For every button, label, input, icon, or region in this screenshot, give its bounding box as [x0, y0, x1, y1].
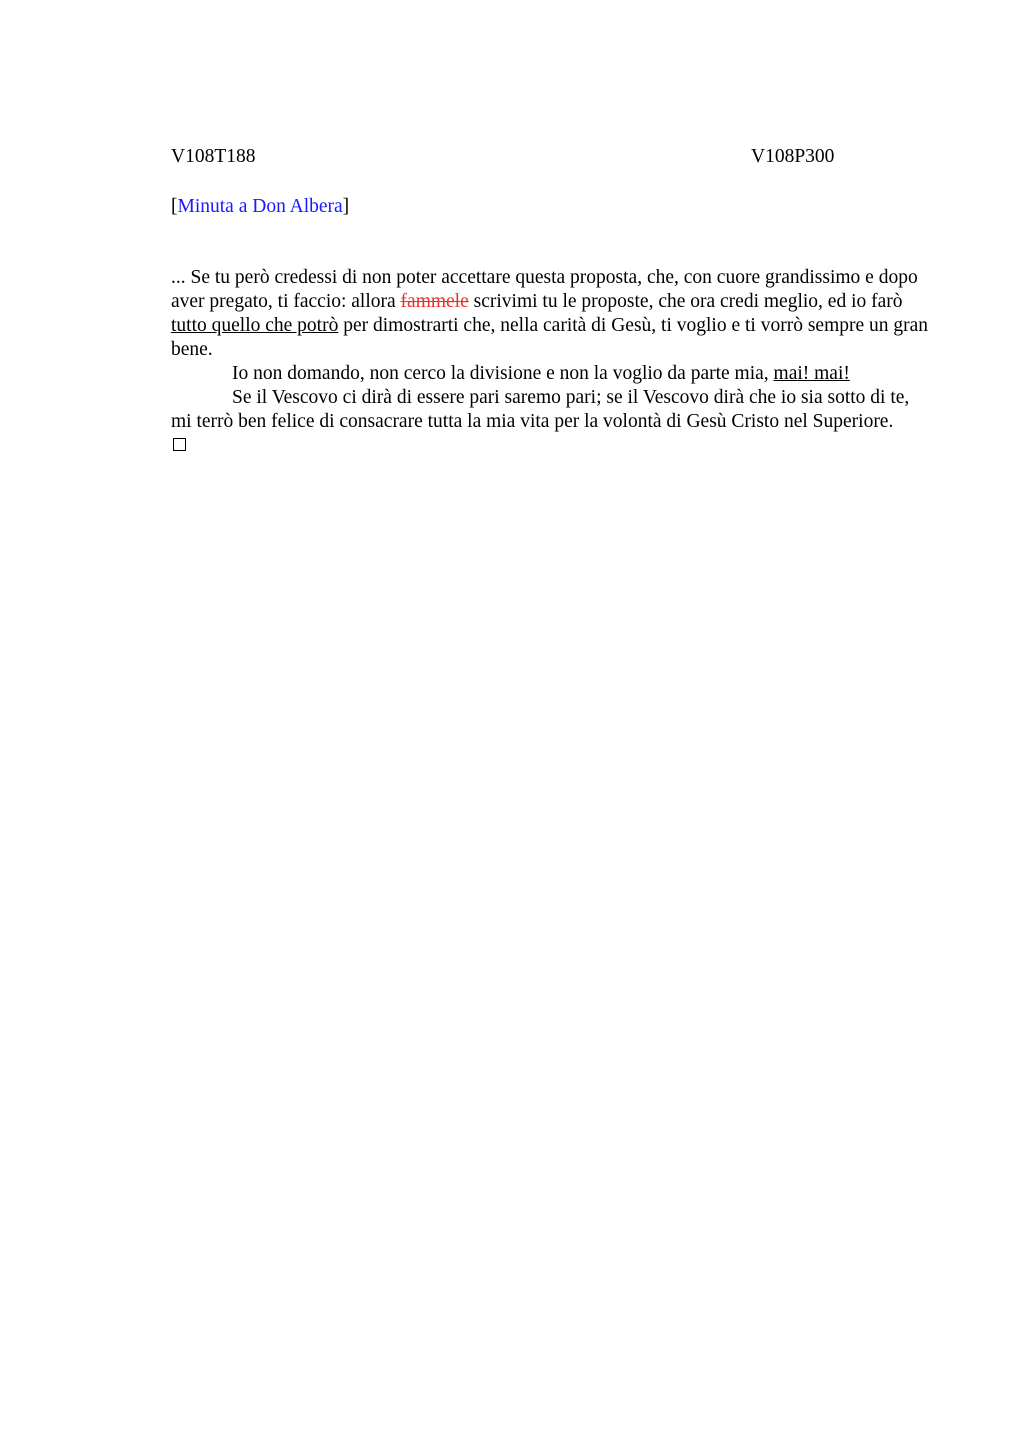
underlined-phrase: tutto quello che potrò [171, 315, 339, 336]
title-bracket-open: [ [171, 196, 178, 217]
paragraph-1 [171, 266, 931, 362]
title-bracket-close: ] [342, 196, 350, 217]
document-title [171, 195, 931, 219]
struck-word: fammele [400, 291, 469, 312]
document-page [171, 145, 931, 458]
document-code-right: V108P300 [751, 146, 835, 167]
paragraph-1-text-c: per dimostrarti che, nella carità di Gesù, ti voglio e ti vorrò sempre un gran bene. [171, 315, 929, 360]
paragraph-3 [171, 386, 931, 434]
paragraph-2 [171, 362, 931, 386]
header-row [171, 145, 931, 173]
paragraph-1-text-a: ... Se tu però credessi di non poter accettare questa proposta, che, con cuore grandissimo e dopo aver pregato, ti faccio: allora [171, 267, 918, 312]
letter-body [171, 266, 931, 458]
paragraph-2-text: Io non domando, non cerco la divisione e non la voglio da parte mia, [232, 363, 774, 384]
end-square-icon [173, 438, 186, 451]
paragraph-1-text-b: scrivimi tu le proposte, che ora credi meglio, ed io farò [468, 291, 903, 312]
document-code-left: V108T188 [171, 146, 256, 167]
title-link[interactable]: Minuta a Don Albera [177, 196, 343, 217]
paragraph-3-text: Se il Vescovo ci dirà di essere pari saremo pari; se il Vescovo dirà che io sia sotto di te, mi terrò ben felice di consacrare tutta la mia vita per la volontà di Gesù Cristo nel Superiore. [171, 387, 910, 432]
end-marker [171, 434, 931, 458]
underlined-exclamation: mai! mai! [773, 363, 850, 384]
